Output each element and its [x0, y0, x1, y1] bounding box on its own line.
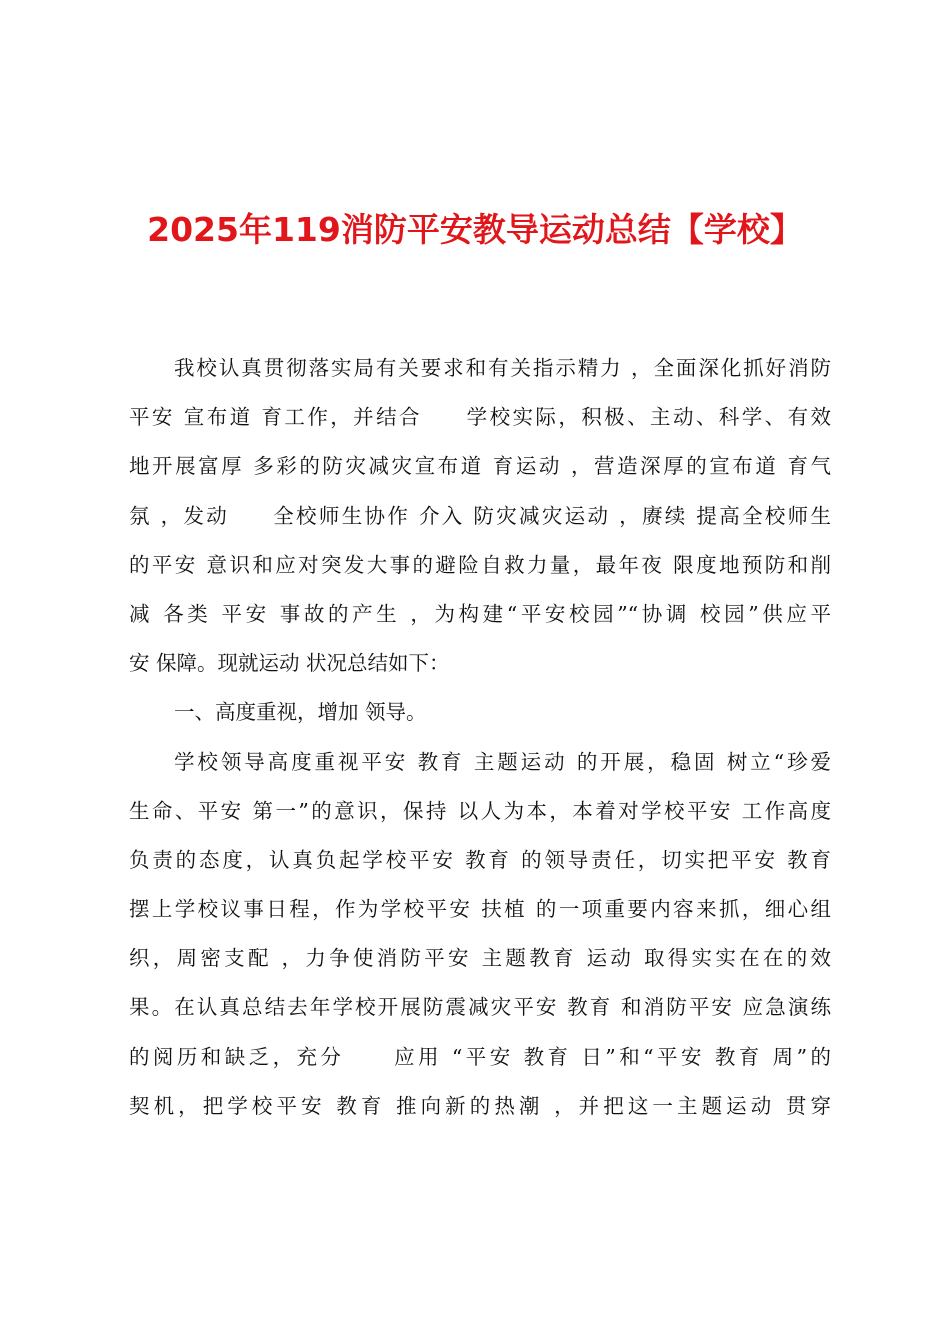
body-line: 氛 ，发动 全校师生协作 介入 防灾减灾运动 ，赓续 提高全校师生	[129, 503, 831, 528]
body-line: 织，周密支配 ，力争使消防平安 主题教育 运动 取得实实在在的效	[129, 946, 831, 971]
body-line: 地开展富厚 多彩的防灾减灾宣布道 育运动 ，营造深厚的宣布道 育气	[129, 454, 831, 479]
document-body	[129, 344, 831, 1131]
body-line: 果。在认真总结去年学校开展防震减灾平安 教育 和消防平安 应急演练	[129, 995, 831, 1020]
body-line: 的平安 意识和应对突发大事的避险自救力量，最年夜 限度地预防和削	[129, 552, 831, 577]
body-line: 学校领导高度重视平安 教育 主题运动 的开展，稳固 树立“珍爱	[174, 749, 831, 774]
body-line: 负责的态度，认真负起学校平安 教育 的领导责任，切实把平安 教育	[129, 847, 831, 872]
body-line: 平安 宣布道 育工作，并结合 学校实际，积极、主动、科学、有效	[129, 405, 831, 430]
body-line: 的阅历和缺乏，充分 应用 “平安 教育 日”和“平安 教育 周”的	[129, 1044, 831, 1069]
body-line: 减 各类 平安 事故的产生 ，为构建“平安校园”“协调 校园”供应平	[129, 601, 831, 626]
body-line: 生命、平安 第一”的意识，保持 以人为本，本着对学校平安 工作高度	[129, 798, 831, 823]
body-line: 安 保障。现就运动 状况总结如下：	[129, 651, 450, 676]
body-line: 我校认真贯彻落实局有关要求和有关指示精力 ，全面深化抓好消防	[174, 356, 831, 380]
body-line: 摆上学校议事日程，作为学校平安 扶植 的一项重要内容来抓，细心组	[129, 897, 831, 922]
section-heading: 一、高度重视，增加 领导。	[174, 700, 427, 725]
body-line: 契机，把学校平安 教育 推向新的热潮 ，并把这一主题运动 贯穿	[129, 1093, 831, 1118]
document-title: 2025年119消防平安教导运动总结【学校】	[147, 210, 803, 249]
